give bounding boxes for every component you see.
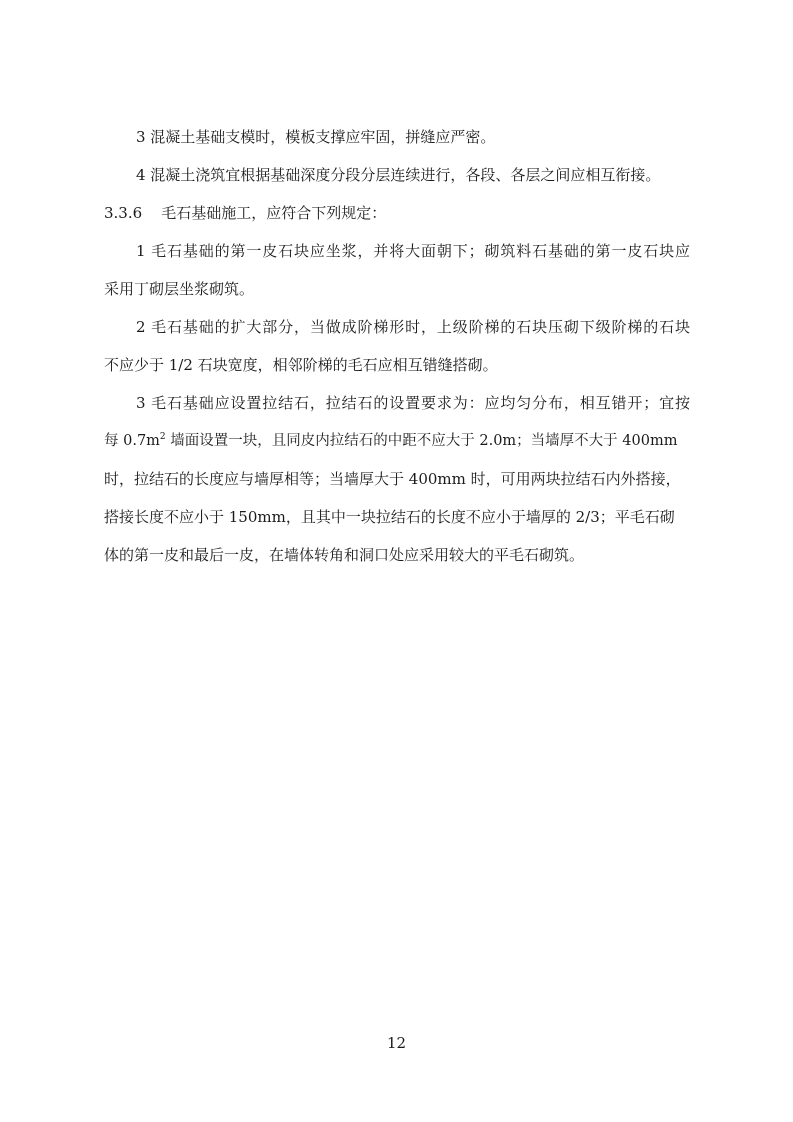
text-line: 3 毛石基础应设置拉结石，拉结石的设置要求为：应均匀分布，相互错开；宜按	[136, 394, 690, 412]
section-number: 3.3.6	[104, 204, 143, 222]
text-line: 4 混凝土浇筑宜根据基础深度分段分层连续进行，各段、各层之间应相互衔接。	[136, 166, 661, 184]
page-number: 12	[386, 1034, 407, 1052]
text-line: 搭接长度不应小于 150mm，且其中一块拉结石的长度不应小于墙厚的 2/3；平毛石砌	[104, 508, 675, 526]
section-heading	[104, 194, 690, 232]
paragraph-sub-3	[104, 384, 690, 574]
text-line: 时，拉结石的长度应与墙厚相等；当墙厚大于 400mm 时，可用两块拉结石内外搭接，	[104, 470, 681, 488]
text-fragment: 每 0.7m	[104, 433, 160, 449]
text-line	[104, 422, 690, 460]
superscript: 2	[159, 432, 166, 443]
text-fragment: 墙面设置一块，且同皮内拉结石的中距不应大于 2.0m；当墙厚不大于 400mm	[165, 433, 678, 449]
text-line: 采用丁砌层坐浆砌筑。	[104, 280, 255, 298]
text-line: 3 混凝土基础支模时，模板支撑应牢固，拼缝应严密。	[136, 128, 496, 146]
paragraph-sub-1	[104, 232, 690, 308]
text-line: 2 毛石基础的扩大部分，当做成阶梯形时，上级阶梯的石块压砌下级阶梯的石块	[136, 318, 690, 336]
text-line: 体的第一皮和最后一皮，在墙体转角和洞口处应采用较大的平毛石砌筑。	[104, 546, 585, 564]
text-line: 1 毛石基础的第一皮石块应坐浆，并将大面朝下；砌筑料石基础的第一皮石块应	[136, 242, 690, 260]
text-line: 不应少于 1/2 石块宽度，相邻阶梯的毛石应相互错缝搭砌。	[104, 356, 498, 374]
paragraph-item-3	[104, 118, 690, 156]
section-heading-line	[104, 194, 690, 232]
paragraph-sub-2	[104, 308, 690, 384]
section-title: 毛石基础施工，应符合下列规定：	[161, 204, 387, 222]
paragraph-item-4	[104, 156, 690, 194]
